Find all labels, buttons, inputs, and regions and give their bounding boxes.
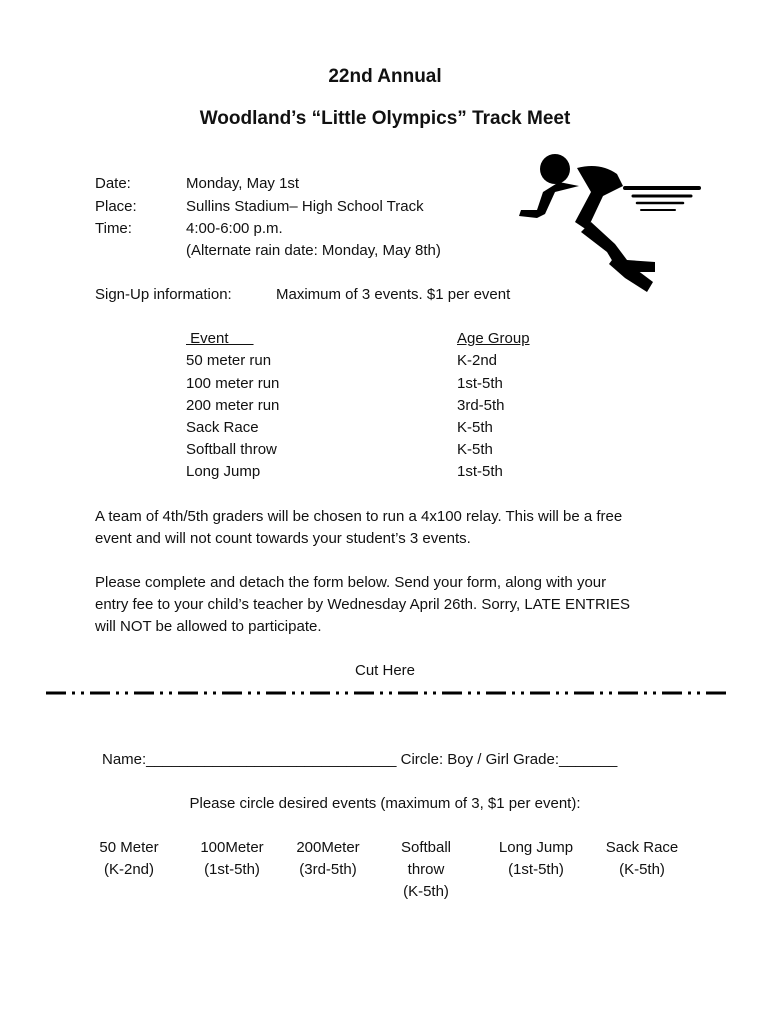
event-row-age: 1st-5th (457, 463, 503, 480)
date-value: Monday, May 1st (186, 175, 300, 192)
event-row-name: Sack Race (186, 419, 259, 436)
age-column-header: Age Group (457, 330, 530, 347)
event-row-name: Long Jump (186, 463, 261, 480)
event-row-age: 1st-5th (457, 375, 503, 392)
event-row-name: 200 meter run (186, 397, 280, 414)
form-event-option[interactable]: 200Meter (3rd-5th) (296, 839, 360, 878)
form-event-option[interactable]: 100Meter (1st-5th) (200, 839, 264, 878)
date-label: Date: (95, 175, 131, 192)
cut-here-label: Cut Here (354, 662, 416, 679)
form-event-option[interactable]: Sack Race (K-5th) (605, 839, 679, 878)
title-line-2: Woodland’s “Little Olympics” Track Meet (199, 108, 571, 129)
event-row-name: 100 meter run (186, 375, 280, 392)
instructions-paragraph-line: will NOT be allowed to participate. (95, 618, 322, 635)
name-gender-grade-line: Name:______________________________ Circle: Boy / Girl Grade:_______ (102, 751, 618, 768)
signup-label: Sign-Up information: (95, 286, 232, 303)
event-column-header: Event (186, 330, 254, 347)
place-value: Sullins Stadium– High School Track (186, 198, 424, 215)
instructions-paragraph-line: Please complete and detach the form below. Send your form, along with your (95, 574, 607, 591)
rain-date: (Alternate rain date: Monday, May 8th) (186, 242, 441, 259)
form-event-option[interactable]: Softball throw (K-5th) (400, 839, 452, 900)
relay-paragraph-line: A team of 4th/5th graders will be chosen to run a 4x100 relay. This will be a free (95, 508, 623, 525)
cut-line-divider (46, 689, 730, 697)
time-value: 4:00-6:00 p.m. (186, 220, 283, 237)
form-event-option[interactable]: 50 Meter (K-2nd) (99, 839, 159, 878)
running-person-icon (515, 152, 705, 297)
event-row-age: K-2nd (457, 352, 498, 369)
event-row-age: K-5th (457, 419, 493, 436)
event-row-age: 3rd-5th (457, 397, 505, 414)
time-label: Time: (95, 220, 132, 237)
form-event-option[interactable]: Long Jump (1st-5th) (498, 839, 574, 878)
signup-text: Maximum of 3 events. $1 per event (276, 286, 511, 303)
relay-paragraph-line: event and will not count towards your student’s 3 events. (95, 530, 471, 547)
title-line-1: 22nd Annual (328, 66, 442, 87)
form-instructions: Please circle desired events (maximum of 3, $1 per event): (189, 795, 581, 812)
instructions-paragraph-line: entry fee to your child’s teacher by Wednesday April 26th. Sorry, LATE ENTRIES (95, 596, 630, 613)
event-row-age: K-5th (457, 441, 493, 458)
place-label: Place: (95, 198, 137, 215)
event-row-name: 50 meter run (186, 352, 272, 369)
event-row-name: Softball throw (186, 441, 277, 458)
